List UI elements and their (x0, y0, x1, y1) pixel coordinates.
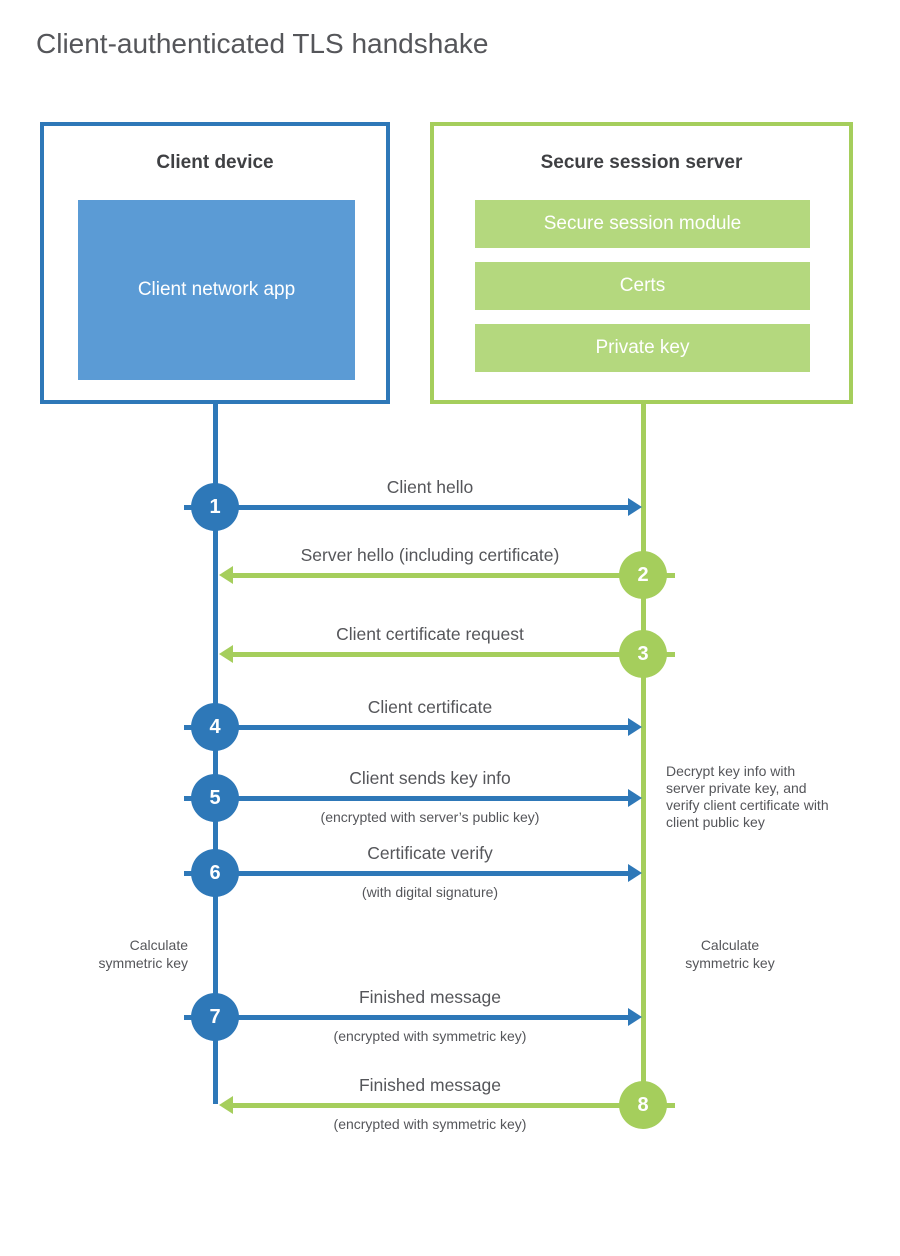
step4-message-label: Client certificate (367, 697, 493, 717)
step4-number-badge: 4 (191, 703, 239, 751)
step2-message-label: Server hello (including certificate) (300, 545, 560, 565)
client-network-app-box (78, 200, 355, 380)
server-module-private-key: Private key (475, 324, 810, 372)
client-device-title: Client device (156, 152, 274, 173)
step6-number-badge: 6 (191, 849, 239, 897)
step1-message-label: Client hello (386, 477, 474, 497)
arrow-right-icon (628, 718, 642, 736)
arrow-right-icon (628, 864, 642, 882)
step4-arrow-line (184, 725, 630, 730)
step8-arrow-line (229, 1103, 675, 1108)
step2-number-badge: 2 (619, 551, 667, 599)
step1-arrow-line (184, 505, 630, 510)
step7-number-badge: 7 (191, 993, 239, 1041)
step7-message-label: Finished message (358, 987, 502, 1007)
step7-message-sublabel: (encrypted with symmetric key) (333, 1028, 527, 1044)
secure-session-server-box (430, 122, 853, 404)
step5-number-badge: 5 (191, 774, 239, 822)
step8-message-label: Finished message (358, 1075, 502, 1095)
arrow-left-icon (219, 566, 233, 584)
arrow-left-icon (219, 1096, 233, 1114)
step3-arrow-line (229, 652, 675, 657)
page-title: Client-authenticated TLS handshake (36, 28, 489, 59)
server-calculate-symmetric-key-note: Calculate symmetric key (685, 937, 775, 972)
step5-arrow-line (184, 796, 630, 801)
step5-message-sublabel: (encrypted with server’s public key) (320, 809, 540, 825)
arrow-right-icon (628, 789, 642, 807)
step6-message-sublabel: (with digital signature) (361, 884, 499, 900)
secure-session-server-title: Secure session server (540, 152, 743, 173)
server-module-secure-session: Secure session module (475, 200, 810, 248)
step5-message-label: Client sends key info (349, 768, 511, 788)
step3-number-badge: 3 (619, 630, 667, 678)
arrow-right-icon (628, 1008, 642, 1026)
client-network-app-label: Client network app (137, 279, 296, 301)
arrow-left-icon (219, 645, 233, 663)
step7-arrow-line (184, 1015, 630, 1020)
server-decrypt-verify-note: Decrypt key info with server private key, and verify client certificate with client public key (666, 763, 829, 831)
step6-message-label: Certificate verify (367, 843, 493, 863)
step6-arrow-line (184, 871, 630, 876)
arrow-right-icon (628, 498, 642, 516)
step2-arrow-line (229, 573, 675, 578)
server-module-certs: Certs (475, 262, 810, 310)
step8-number-badge: 8 (619, 1081, 667, 1129)
step3-message-label: Client certificate request (336, 624, 524, 644)
step1-number-badge: 1 (191, 483, 239, 531)
client-device-box (40, 122, 390, 404)
step8-message-sublabel: (encrypted with symmetric key) (333, 1116, 527, 1132)
client-calculate-symmetric-key-note: Calculate symmetric key (98, 937, 188, 972)
